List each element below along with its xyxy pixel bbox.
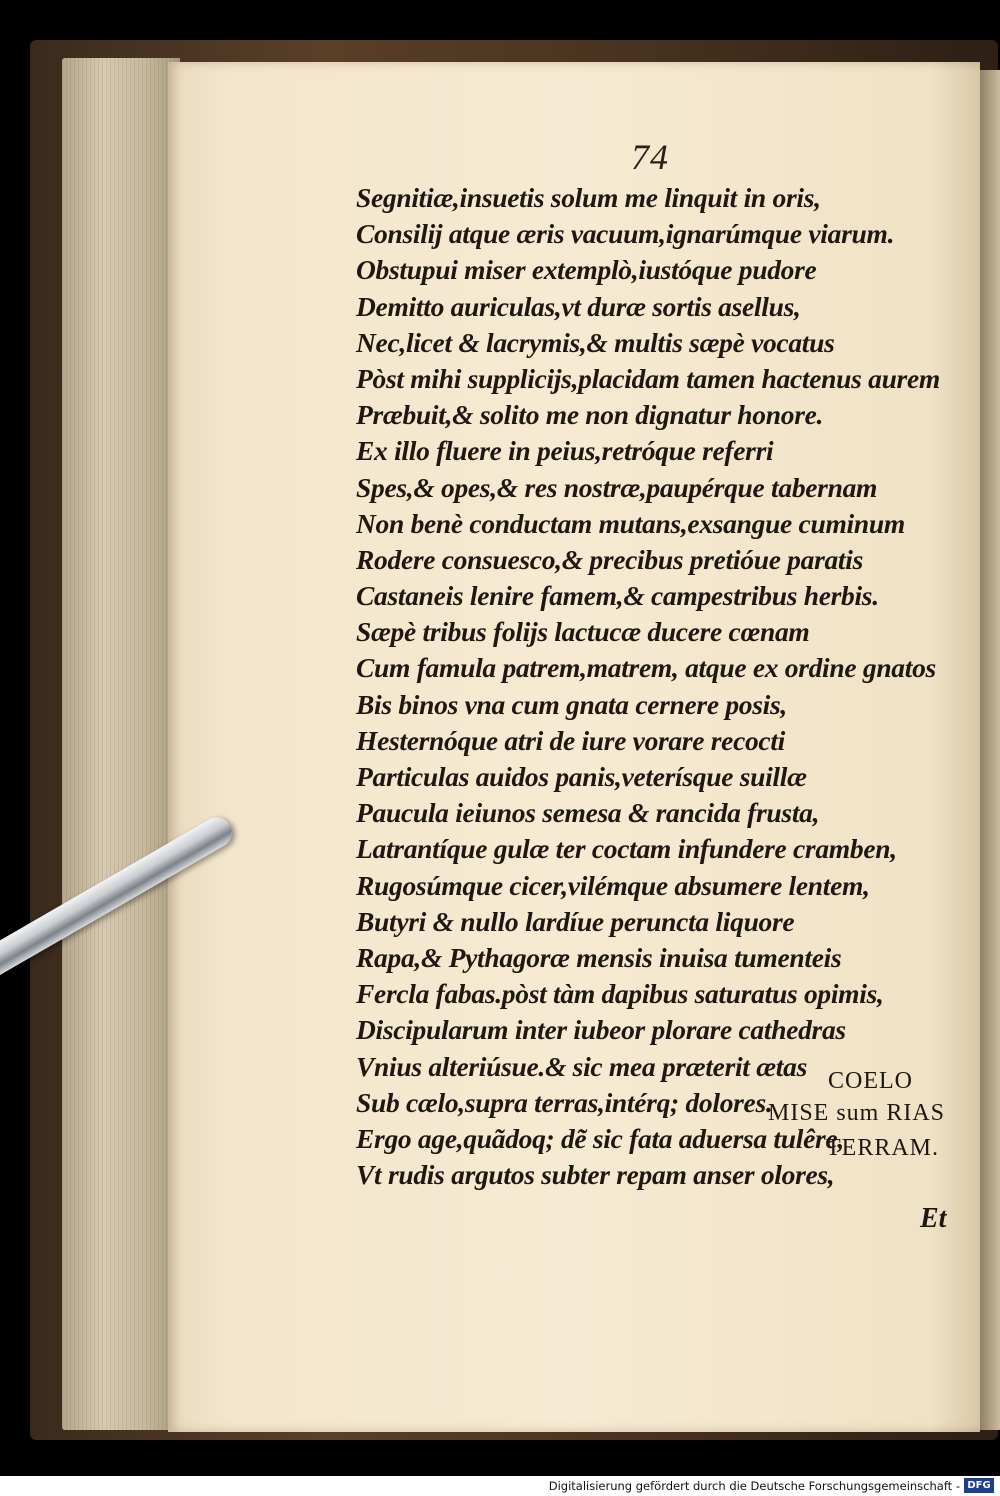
facing-page-edge [978,70,1000,1430]
text-line: Rodere consuesco,& precibus pretióue paratis [356,543,864,575]
text-line: Ergo age,quãdoq; dẽ sic fata aduersa tulêre, [356,1122,844,1154]
text-line: Præbuit,& solito me non dignatur honore. [356,399,824,431]
text-line: Butyri & nullo lardíue peruncta liquore [356,905,795,937]
text-line: Rugosúmque cicer,vilémque absumere lentem, [356,869,870,901]
text-line: Nec,licet & lacrymis,& multis sæpè vocatus [356,326,835,358]
text-line: Ex illo fluere in peius,retróque referri [356,435,774,467]
text-line: Demitto auriculas,vt duræ sortis asellus, [356,290,801,322]
text-line: Latrantíque gulæ ter coctam infundere cramben, [356,833,897,865]
margin-word-mise-rias: MISE sum RIAS [768,1100,946,1126]
text-line: Non benè conductam mutans,exsangue cuminum [356,507,905,539]
text-line: Fercla fabas.pòst tàm dapibus saturatus opimis, [356,978,884,1010]
text-line: Castaneis lenire famem,& campestribus herbis. [356,580,879,612]
page-edges [62,58,180,1430]
text-line: Rapa,& Pythagoræ mensis inuisa tumenteis [356,941,842,973]
text-line: Hesternóque atri de iure vorare recocti [356,724,786,756]
text-line: Spes,& opes,& res nostræ,paupérque tabernam [356,471,878,503]
page-number: 74 [631,137,669,177]
footer-credit: Digitalisierung gefördert durch die Deutsche Forschungsgemeinschaft - [548,1479,960,1493]
text-line: Segnitiæ,insuetis solum me linquit in oris, [356,182,821,213]
text-line: Paucula ieiunos semesa & rancida frusta, [356,797,820,829]
text-line: Cum famula patrem,matrem, atque ex ordine gnatos [356,652,936,684]
catchword: Et [920,1203,947,1234]
dfg-logo: DFG [964,1478,994,1493]
text-line: Bis binos vna cum gnata cernere posis, [356,688,787,720]
poem-text [356,180,956,1193]
text-line: Consilij atque æris vacuum,ignarúmque viarum. [356,218,895,250]
text-line: Obstupui miser extemplò,iustóque pudore [356,254,817,286]
text-line: Pòst mihi supplicijs,placidam tamen hactenus aurem [356,362,940,394]
text-line: Sæpè tribus folijs lactucæ ducere cœnam [356,616,810,648]
margin-word-coelo: COELO [828,1068,913,1094]
text-line: Discipularum inter iubeor plorare cathedras [356,1014,846,1046]
text-line: Particulas auidos panis,veterísque suillæ [356,761,807,792]
text-line: Vt rudis argutos subter repam anser olores, [356,1159,835,1191]
text-line: Vnius alteriúsue.& sic mea præterit ætas [356,1050,807,1082]
text-line: Sub cælo,supra terras,intérq; dolores. [356,1086,773,1118]
margin-word-terram: TERRAM. [826,1135,940,1161]
